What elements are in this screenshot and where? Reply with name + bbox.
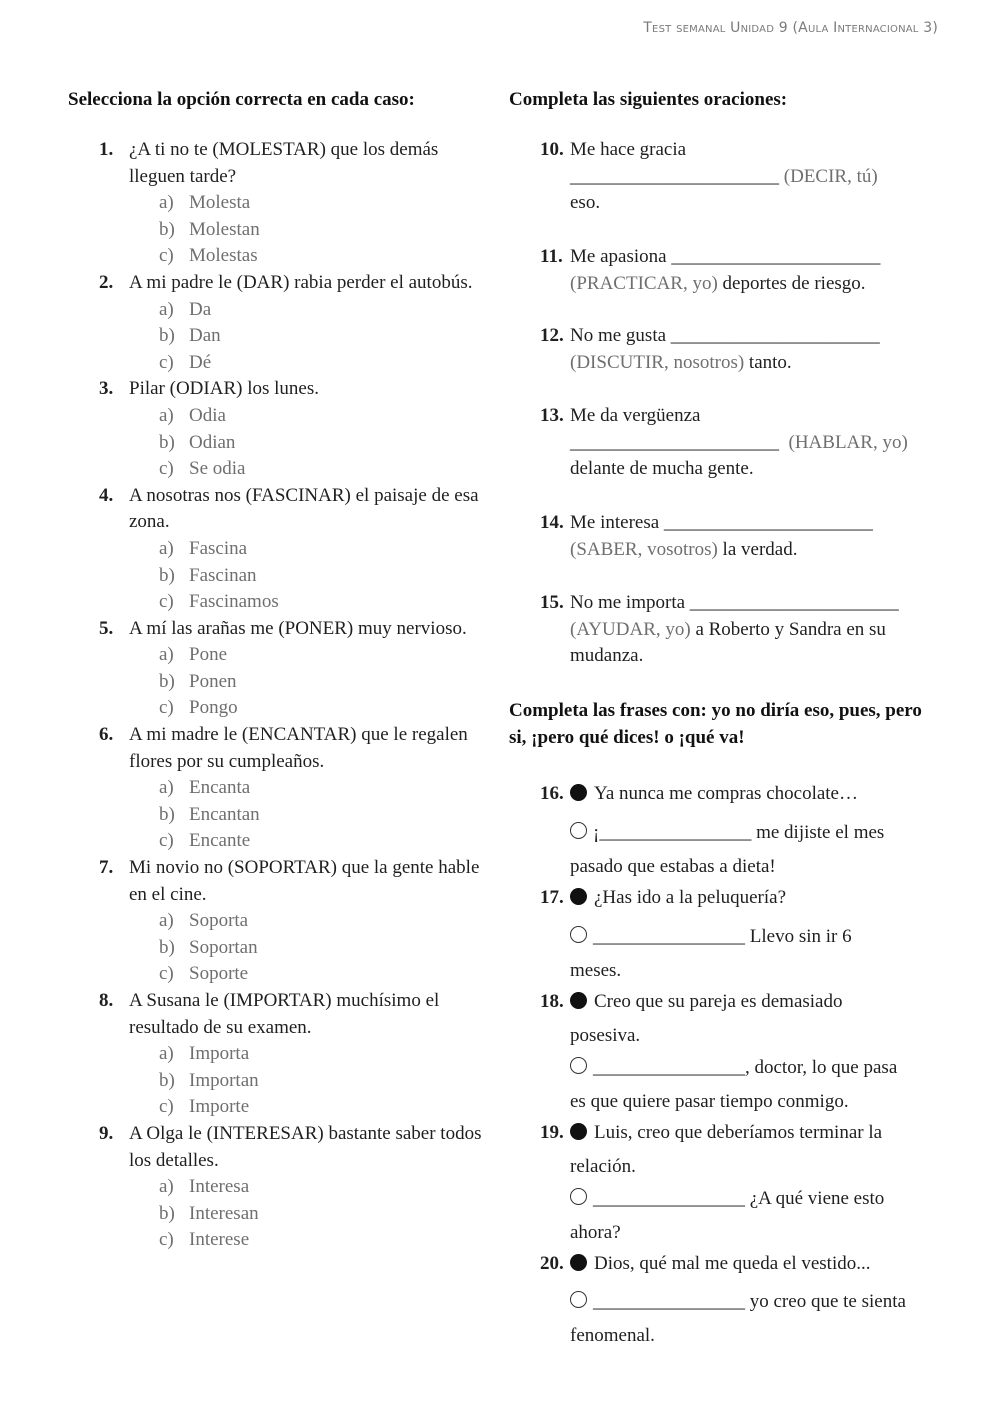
- answer-option[interactable]: [159, 908, 498, 935]
- answer-blank[interactable]: ______________________: [689, 592, 899, 613]
- question-number: 16.: [540, 783, 564, 804]
- multiple-choice-list: [68, 137, 498, 1254]
- question-number: 17.: [540, 887, 564, 908]
- option-text: Encante: [189, 830, 251, 852]
- answer-option[interactable]: [159, 350, 498, 377]
- option-letter: b): [159, 1202, 175, 1224]
- question-number: 13.: [540, 405, 564, 426]
- options-list: [68, 403, 498, 483]
- empty-circle-icon: [570, 1057, 587, 1074]
- filled-bullet-icon: [570, 1123, 587, 1140]
- question-text: Me interesa: [570, 512, 660, 533]
- answer-blank[interactable]: ¡________________: [593, 822, 752, 843]
- option-text: Interesa: [189, 1176, 250, 1198]
- option-text: Importan: [189, 1069, 259, 1091]
- question-number: 1.: [99, 139, 114, 160]
- option-text: Odian: [189, 431, 236, 453]
- answer-blank[interactable]: ______________________: [663, 512, 873, 533]
- option-text: Importa: [189, 1043, 250, 1065]
- question-text: Pilar (ODIAR) los lunes.: [129, 378, 319, 400]
- question-4: [68, 483, 498, 536]
- question-end: tanto.: [748, 351, 792, 373]
- option-text: Interesan: [189, 1202, 259, 1224]
- question-19: [509, 1120, 939, 1246]
- verb-hint: (DECIR, tú): [783, 165, 878, 187]
- question-end: a Roberto y Sandra en su mudanza.: [570, 618, 886, 667]
- question-18: [509, 989, 939, 1115]
- question-text: Me apasiona: [570, 246, 667, 267]
- prompt-text: Creo que su pareja es demasiado: [594, 991, 843, 1012]
- reply-text-cont: meses.: [570, 960, 622, 981]
- option-letter: a): [159, 910, 174, 932]
- option-letter: b): [159, 564, 175, 586]
- answer-option[interactable]: [159, 1201, 498, 1228]
- answer-option[interactable]: [159, 323, 498, 350]
- answer-option[interactable]: [159, 775, 498, 802]
- verb-hint: (SABER, vosotros): [570, 538, 718, 560]
- question-11: [509, 244, 939, 297]
- options-list: [68, 1041, 498, 1121]
- question-number: 15.: [540, 592, 564, 613]
- answer-option[interactable]: [159, 190, 498, 217]
- option-text: Fascina: [189, 537, 248, 559]
- answer-option[interactable]: [159, 243, 498, 270]
- option-letter: b): [159, 803, 175, 825]
- question-number: 3.: [99, 378, 114, 400]
- empty-circle-icon: [570, 1188, 587, 1205]
- empty-circle-icon: [570, 822, 587, 839]
- question-6: [68, 722, 498, 775]
- options-list: [68, 536, 498, 616]
- option-letter: b): [159, 1069, 175, 1091]
- option-text: Dé: [189, 351, 212, 373]
- option-letter: a): [159, 298, 174, 320]
- answer-option[interactable]: [159, 669, 498, 696]
- question-number: 2.: [99, 271, 114, 293]
- answer-option[interactable]: [159, 589, 498, 616]
- option-letter: c): [159, 1096, 174, 1118]
- option-letter: b): [159, 936, 175, 958]
- option-text: Molestas: [189, 245, 258, 267]
- option-letter: b): [159, 670, 175, 692]
- question-text: No me gusta: [570, 325, 667, 346]
- question-number: 5.: [99, 617, 114, 639]
- question-12: [509, 323, 939, 376]
- answer-option[interactable]: [159, 536, 498, 563]
- option-letter: b): [159, 218, 175, 240]
- option-text: Encanta: [189, 777, 251, 799]
- question-2: [68, 270, 498, 297]
- answer-option[interactable]: [159, 403, 498, 430]
- reply-text: ¿A qué viene esto: [749, 1188, 885, 1209]
- question-text: A mí las arañas me (PONER) muy nervioso.: [129, 617, 467, 639]
- question-number: 19.: [540, 1122, 564, 1143]
- answer-blank[interactable]: ______________________: [570, 431, 779, 453]
- answer-option[interactable]: [159, 430, 498, 457]
- question-number: 12.: [540, 325, 564, 346]
- reply-text: , doctor, lo que pasa: [745, 1057, 898, 1078]
- filled-bullet-icon: [570, 1254, 587, 1271]
- page-header: Test semanal Unidad 9 (Aula Internacional 3): [643, 20, 938, 36]
- answer-blank[interactable]: ________________: [593, 1057, 745, 1078]
- question-13: [509, 403, 939, 483]
- answer-blank[interactable]: ________________: [593, 926, 745, 947]
- reply-text-cont: fenomenal.: [570, 1325, 655, 1346]
- option-letter: c): [159, 830, 174, 852]
- question-number: 6.: [99, 724, 114, 746]
- reply-text: Llevo sin ir 6: [749, 926, 852, 947]
- option-text: Molesta: [189, 192, 251, 214]
- reply-text-cont: pasado que estabas a dieta!: [570, 856, 776, 877]
- question-8: [68, 988, 498, 1041]
- prompt-text-cont: relación.: [570, 1156, 636, 1177]
- option-letter: a): [159, 192, 174, 214]
- filled-bullet-icon: [570, 784, 587, 801]
- option-letter: c): [159, 1229, 174, 1251]
- answer-option[interactable]: [159, 456, 498, 483]
- option-text: Fascinamos: [189, 591, 279, 613]
- options-list: [68, 642, 498, 722]
- question-number: 4.: [99, 484, 114, 506]
- question-text: No me importa: [570, 592, 686, 613]
- section1-title: Selecciona la opción correcta en cada caso:: [68, 89, 415, 110]
- option-text: Pongo: [189, 697, 238, 719]
- option-text: Encantan: [189, 803, 260, 825]
- question-5: [68, 616, 498, 643]
- option-letter: c): [159, 591, 174, 613]
- prompt-text-cont: posesiva.: [570, 1025, 641, 1046]
- answer-option[interactable]: [159, 695, 498, 722]
- question-9: [68, 1121, 498, 1174]
- question-3: [68, 376, 498, 403]
- option-letter: c): [159, 458, 174, 480]
- empty-circle-icon: [570, 1291, 587, 1308]
- reply-text: yo creo que te sienta: [749, 1291, 906, 1312]
- question-15: [509, 590, 939, 670]
- prompt-text: Dios, qué mal me queda el vestido...: [594, 1253, 871, 1274]
- prompt-text: Ya nunca me compras chocolate…: [594, 783, 858, 804]
- option-text: Ponen: [189, 670, 237, 692]
- verb-hint: (HABLAR, yo): [788, 431, 908, 453]
- option-letter: a): [159, 537, 174, 559]
- reply-text-cont: es que quiere pasar tiempo conmigo.: [570, 1091, 849, 1112]
- question-number: 9.: [99, 1122, 114, 1144]
- question-20: [509, 1251, 939, 1349]
- question-14: [509, 510, 939, 563]
- question-text: A nosotras nos (FASCINAR) el paisaje de esa zona.: [129, 484, 479, 533]
- option-text: Dan: [189, 325, 221, 347]
- answer-option[interactable]: [159, 297, 498, 324]
- answer-option[interactable]: [159, 961, 498, 988]
- verb-hint: (DISCUTIR, nosotros): [570, 351, 745, 373]
- answer-option[interactable]: [159, 1094, 498, 1121]
- question-end: deportes de riesgo.: [722, 272, 866, 294]
- option-text: Molestan: [189, 218, 260, 240]
- question-end: eso.: [570, 192, 601, 214]
- answer-blank[interactable]: ________________: [593, 1291, 745, 1312]
- option-letter: c): [159, 697, 174, 719]
- option-letter: a): [159, 777, 174, 799]
- option-text: Se odia: [189, 458, 246, 480]
- answer-option[interactable]: [159, 1068, 498, 1095]
- question-10: [509, 137, 939, 217]
- question-1: [68, 137, 498, 190]
- section3-title: Completa las frases con: yo no diría eso, pues, pero si, ¡pero qué dices! o ¡qué va!: [509, 700, 922, 748]
- option-letter: a): [159, 404, 174, 426]
- options-list: [68, 190, 498, 270]
- answer-blank[interactable]: ________________: [593, 1188, 745, 1209]
- question-number: 8.: [99, 990, 114, 1011]
- prompt-text: Luis, creo que deberíamos terminar la: [594, 1122, 883, 1143]
- question-text: Me hace gracia: [570, 139, 687, 160]
- option-letter: c): [159, 963, 174, 985]
- option-text: Pone: [189, 644, 227, 666]
- question-text: Mi novio no (SOPORTAR) que la gente hable en el cine.: [129, 857, 480, 905]
- question-text: A Olga le (INTERESAR) bastante saber todos los detalles.: [129, 1122, 482, 1171]
- option-text: Soportan: [189, 936, 258, 958]
- answer-option[interactable]: [159, 1227, 498, 1254]
- option-letter: c): [159, 351, 174, 373]
- option-text: Fascinan: [189, 564, 257, 586]
- answer-option[interactable]: [159, 642, 498, 669]
- option-text: Importe: [189, 1096, 250, 1118]
- question-number: 18.: [540, 991, 564, 1012]
- answer-blank[interactable]: ______________________: [570, 165, 779, 187]
- answer-option[interactable]: [159, 828, 498, 855]
- question-text: ¿A ti no te (MOLESTAR) que los demás lleguen tarde?: [129, 139, 439, 187]
- section2-title: Completa las siguientes oraciones:: [509, 89, 788, 110]
- question-17: [509, 885, 939, 984]
- question-text: A Susana le (IMPORTAR) muchísimo el resultado de su examen.: [129, 990, 440, 1038]
- answer-option[interactable]: [159, 217, 498, 244]
- prompt-text: ¿Has ido a la peluquería?: [594, 887, 787, 908]
- answer-blank[interactable]: ______________________: [671, 246, 881, 267]
- answer-option[interactable]: [159, 563, 498, 590]
- option-text: Da: [189, 298, 212, 320]
- filled-bullet-icon: [570, 888, 587, 905]
- question-text: A mi madre le (ENCANTAR) que le regalen flores por su cumpleaños.: [129, 724, 468, 772]
- question-number: 11.: [540, 246, 563, 267]
- reply-text: me dijiste el mes: [756, 822, 885, 843]
- question-number: 14.: [540, 512, 564, 533]
- answer-option[interactable]: [159, 802, 498, 829]
- options-list: [68, 297, 498, 377]
- verb-hint: (AYUDAR, yo): [570, 618, 691, 640]
- question-number: 7.: [99, 857, 114, 879]
- verb-hint: (PRACTICAR, yo): [570, 272, 718, 294]
- option-letter: a): [159, 644, 174, 666]
- option-letter: a): [159, 1176, 174, 1198]
- option-letter: b): [159, 431, 175, 453]
- question-16: [509, 781, 939, 880]
- options-list: [68, 775, 498, 855]
- question-7: [68, 855, 498, 908]
- question-end: delante de mucha gente.: [570, 458, 754, 480]
- options-list: [68, 1174, 498, 1254]
- question-text: Me da vergüenza: [570, 405, 701, 426]
- filled-bullet-icon: [570, 992, 587, 1009]
- answer-blank[interactable]: ______________________: [670, 325, 880, 346]
- question-end: la verdad.: [722, 538, 798, 560]
- option-text: Interese: [189, 1229, 250, 1251]
- answer-option[interactable]: [159, 935, 498, 962]
- question-text: A mi padre le (DAR) rabia perder el autobús.: [129, 271, 473, 293]
- option-text: Odia: [189, 404, 226, 426]
- question-number: 20.: [540, 1253, 564, 1274]
- answer-option[interactable]: [159, 1041, 498, 1068]
- option-letter: b): [159, 325, 175, 347]
- question-number: 10.: [540, 139, 564, 160]
- option-letter: a): [159, 1043, 174, 1065]
- options-list: [68, 908, 498, 988]
- answer-option[interactable]: [159, 1174, 498, 1201]
- reply-text-cont: ahora?: [570, 1222, 621, 1243]
- option-letter: c): [159, 245, 174, 267]
- option-text: Soporte: [189, 963, 249, 985]
- empty-circle-icon: [570, 926, 587, 943]
- option-text: Soporta: [189, 910, 249, 932]
